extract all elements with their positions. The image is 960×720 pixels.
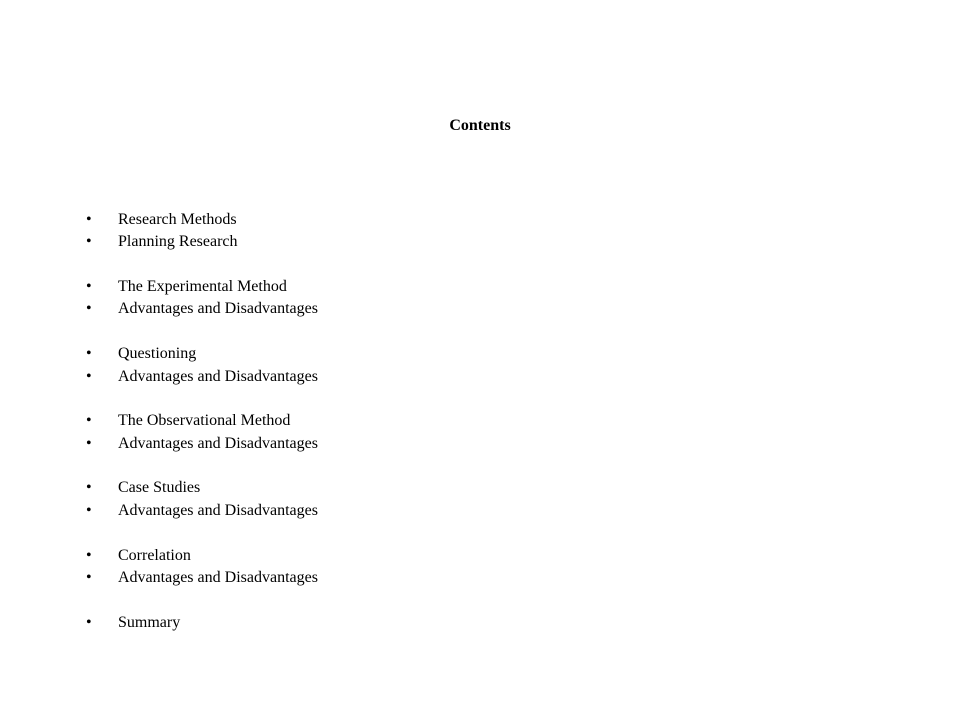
list-item-label: Planning Research <box>118 233 238 250</box>
bullet-icon: • <box>86 502 92 519</box>
list-item-label: Advantages and Disadvantages <box>118 368 318 385</box>
list-item-label: The Experimental Method <box>118 278 287 295</box>
list-item <box>0 545 700 567</box>
bullet-icon: • <box>86 368 92 385</box>
list-item-label: Case Studies <box>118 479 201 496</box>
bullet-icon: • <box>86 614 92 631</box>
list-item <box>0 209 700 231</box>
list-item <box>0 298 700 320</box>
bullet-icon: • <box>86 345 92 362</box>
bullet-icon: • <box>86 569 92 586</box>
list-item-label: Advantages and Disadvantages <box>118 435 318 452</box>
list-item <box>0 366 700 388</box>
bullet-icon: • <box>86 547 92 564</box>
bullet-icon: • <box>86 412 92 429</box>
list-item-label: Advantages and Disadvantages <box>118 502 318 519</box>
list-item <box>0 231 700 253</box>
list-item-label: Advantages and Disadvantages <box>118 300 318 317</box>
list-item <box>0 612 700 634</box>
list-item-label: The Observational Method <box>118 412 291 429</box>
list-item <box>0 276 700 298</box>
list-item <box>0 410 700 432</box>
list-item-label: Correlation <box>118 547 191 564</box>
bullet-icon: • <box>86 479 92 496</box>
list-item <box>0 343 700 365</box>
bullet-icon: • <box>86 435 92 452</box>
list-item <box>0 500 700 522</box>
list-item-label: Questioning <box>118 345 197 362</box>
list-item-label: Summary <box>118 614 181 631</box>
list-item-label: Research Methods <box>118 211 237 228</box>
list-item <box>0 567 700 589</box>
bullet-icon: • <box>86 211 92 228</box>
list-item <box>0 433 700 455</box>
list-item <box>0 477 700 499</box>
bullet-icon: • <box>86 233 92 250</box>
bullet-icon: • <box>86 300 92 317</box>
page-title: Contents <box>449 117 511 134</box>
list-item-label: Advantages and Disadvantages <box>118 569 318 586</box>
bullet-icon: • <box>86 278 92 295</box>
